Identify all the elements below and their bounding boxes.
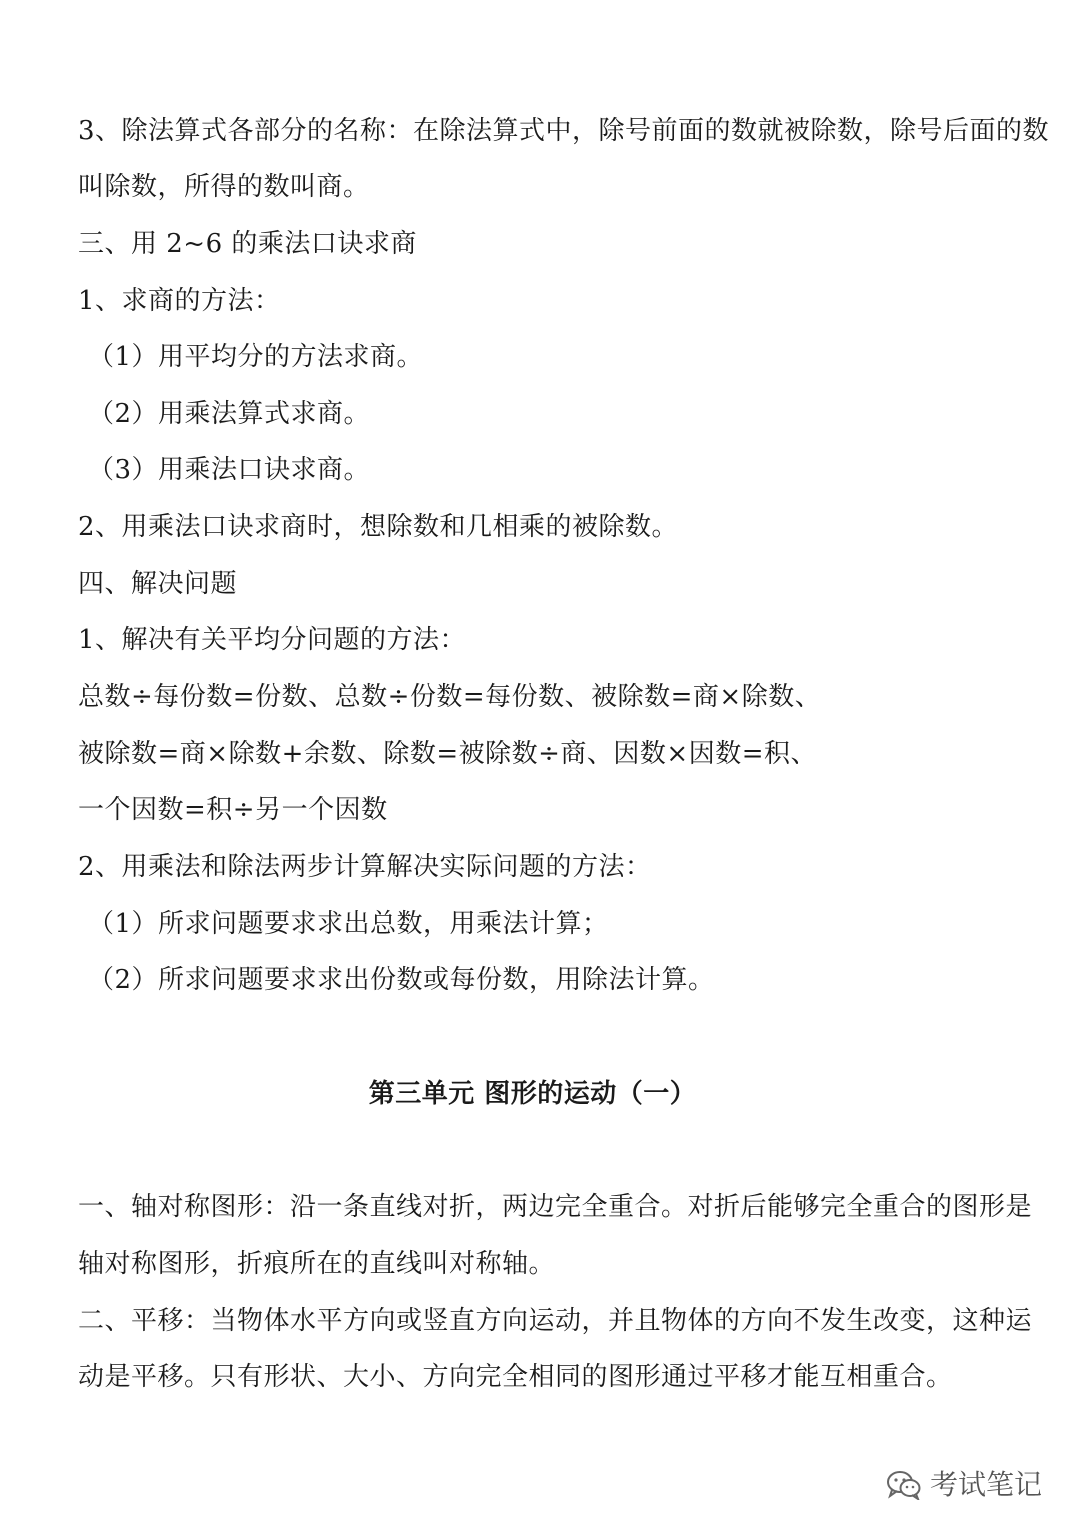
list-item: （1）所求问题要求求出总数，用乘法计算；: [88, 909, 609, 939]
text-line: 叫除数，所得的数叫商。: [78, 172, 370, 202]
text-line: 3、除法算式各部分的名称：在除法算式中，除号前面的数就被除数，除号后面的数: [78, 116, 1050, 146]
section-title: 第三单元 图形的运动（一）: [368, 1079, 697, 1109]
wechat-icon: [886, 1470, 922, 1500]
text-line: 一、轴对称图形：沿一条直线对折，两边完全重合。对折后能够完全重合的图形是: [78, 1192, 1033, 1222]
text-line: 1、解决有关平均分问题的方法：: [78, 625, 467, 655]
list-item: （1）用平均分的方法求商。: [88, 342, 424, 372]
text-line: 轴对称图形，折痕所在的直线叫对称轴。: [78, 1249, 556, 1279]
watermark-text: 考试笔记: [929, 1468, 1042, 1501]
heading-line: 四、解决问题: [78, 569, 238, 599]
formula-line: 一个因数=积÷另一个因数: [78, 795, 388, 825]
text-line: 1、求商的方法：: [78, 286, 281, 316]
watermark: [886, 1468, 1042, 1502]
list-item: （2）所求问题要求求出份数或每份数，用除法计算。: [88, 965, 715, 995]
text-line: 2、用乘法和除法两步计算解决实际问题的方法：: [78, 852, 652, 882]
list-item: （2）用乘法算式求商。: [88, 399, 371, 429]
text-line: 2、用乘法口诀求商时，想除数和几相乘的被除数。: [78, 512, 679, 542]
formula-line: 被除数=商×除数+余数、除数=被除数÷商、因数×因数=积、: [78, 739, 817, 769]
heading-line: 三、用 2~6 的乘法口诀求商: [78, 229, 417, 259]
text-line: 二、平移：当物体水平方向或竖直方向运动，并且物体的方向不发生改变，这种运: [78, 1306, 1033, 1336]
formula-line: 总数÷每份数=份数、总数÷份数=每份数、被除数=商×除数、: [78, 682, 822, 712]
text-line: 动是平移。只有形状、大小、方向完全相同的图形通过平移才能互相重合。: [78, 1362, 953, 1392]
list-item: （3）用乘法口诀求商。: [88, 455, 371, 485]
